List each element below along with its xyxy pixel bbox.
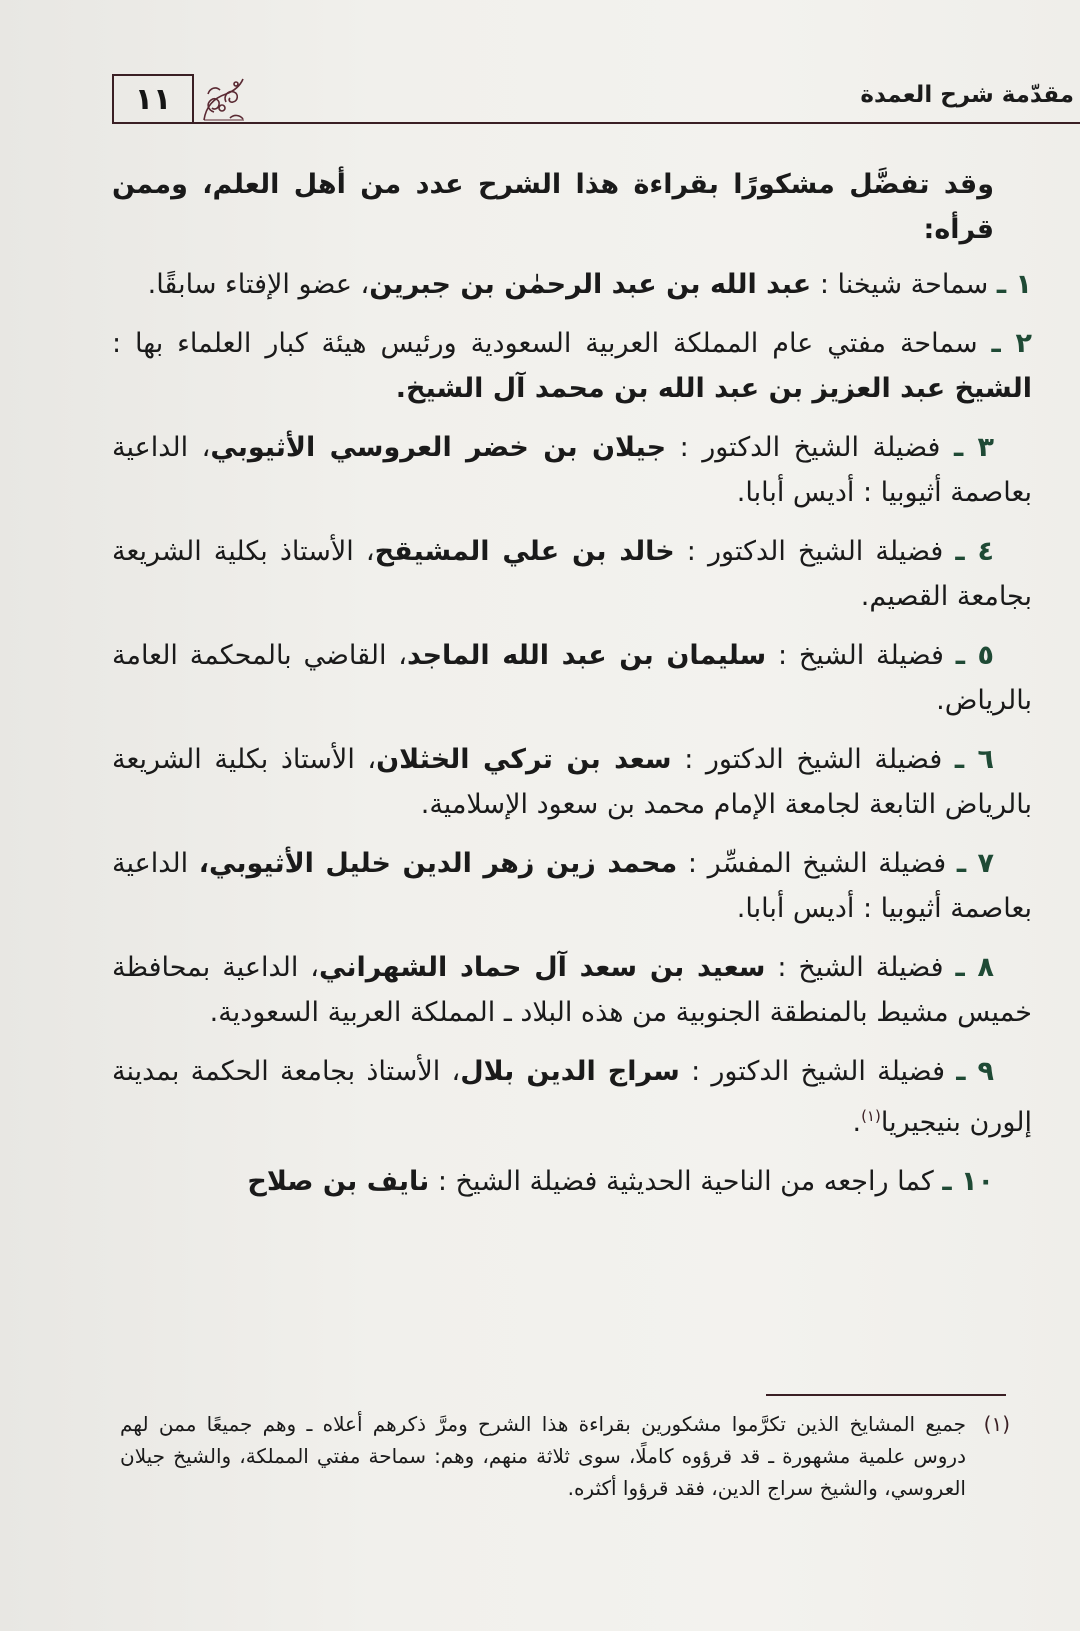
item-title: سماحة مفتي عام المملكة العربية السعودية ورئيس هيئة كبار العلماء بها : <box>112 328 978 359</box>
item-number: ٤ ـ <box>955 536 994 567</box>
item-number: ٣ ـ <box>953 432 994 463</box>
item-title: فضيلة الشيخ الدكتور : <box>686 536 944 567</box>
item-title: فضيلة الشيخ المفسِّر : <box>687 848 947 879</box>
item-number: ٢ ـ <box>991 328 1032 359</box>
footnote-marker: (١) <box>983 1412 1010 1436</box>
footnote-separator <box>766 1394 1006 1396</box>
page-header <box>112 74 1080 130</box>
item-name: محمد زين زهر الدين خليل الأثيوبي، <box>198 848 678 879</box>
page-number-box <box>112 74 194 124</box>
item-desc: ، الأستاذ بكلية الشريعة بالرياض التابعة لجامعة الإمام محمد بن سعود الإسلامية. <box>112 744 1032 820</box>
item-number: ١٠ ـ <box>942 1166 994 1197</box>
item-desc: ، الداعية بمحافظة خميس مشيط بالمنطقة الجنوبية من هذه البلاد ـ المملكة العربية السعودية. <box>112 952 1032 1028</box>
reader-item-4 <box>112 529 1032 619</box>
reader-item-8 <box>112 945 1032 1035</box>
item-number: ٦ ـ <box>954 744 994 775</box>
page-number: ١١ <box>134 81 172 117</box>
reader-item-9 <box>112 1049 1032 1145</box>
item-name: سعد بن تركي الخثلان <box>376 744 672 775</box>
reader-item-3 <box>112 425 1032 515</box>
item-name: جيلان بن خضر العروسي الأثيوبي <box>210 432 667 463</box>
header-rule <box>112 122 1080 124</box>
item-name: الشيخ عبد العزيز بن عبد الله بن محمد آل الشيخ. <box>395 373 1032 404</box>
arabesque-ornament-icon <box>200 76 246 122</box>
item-title: فضيلة الشيخ الدكتور : <box>691 1056 945 1087</box>
item-desc: الداعية بعاصمة أثيوبيا : أديس أبابا. <box>112 848 1032 924</box>
reader-item-5 <box>112 633 1032 723</box>
item-name: سعيد بن سعد آل حماد الشهراني <box>319 952 766 983</box>
item-end: . <box>852 1107 862 1138</box>
footnote-reference[interactable]: (١) <box>861 1107 881 1125</box>
item-title: فضيلة الشيخ : <box>777 952 944 983</box>
item-name: نايف بن صلاح <box>247 1166 430 1197</box>
reader-item-7 <box>112 841 1032 931</box>
item-desc: ، القاضي بالمحكمة العامة بالرياض. <box>112 640 1032 716</box>
item-number: ٧ ـ <box>956 848 994 879</box>
item-number: ٨ ـ <box>955 952 994 983</box>
item-title: كما راجعه من الناحية الحديثية فضيلة الشيخ : <box>437 1166 934 1197</box>
item-name: خالد بن علي المشيقح <box>374 536 675 567</box>
item-desc: ، الأستاذ بكلية الشريعة بجامعة القصيم. <box>112 536 1032 612</box>
reader-item-6 <box>112 737 1032 827</box>
reader-item-1 <box>112 262 1032 307</box>
item-number: ٩ ـ <box>956 1056 994 1087</box>
running-title: مقدّمة شرح العمدة <box>860 82 1074 108</box>
item-number: ٥ ـ <box>955 640 994 671</box>
main-text <box>112 162 1032 1218</box>
reader-item-2 <box>112 321 1032 411</box>
item-name: سليمان بن عبد الله الماجد <box>407 640 767 671</box>
item-title: سماحة شيخنا : <box>819 269 989 300</box>
reader-item-10 <box>112 1159 1032 1204</box>
item-number: ١ ـ <box>996 269 1032 300</box>
item-desc: ، الأستاذ بجامعة الحكمة بمدينة إلورن بنيجيريا <box>112 1056 1032 1138</box>
item-title: فضيلة الشيخ : <box>777 640 944 671</box>
item-desc: ، الداعية بعاصمة أثيوبيا : أديس أبابا. <box>112 432 1032 508</box>
footnote-text: جميع المشايخ الذين تكرَّموا مشكورين بقراءة هذا الشرح ومرَّ ذكرهم أعلاه ـ وهم جميعًا ممن لهم دروس علمية مشهورة ـ قد قرؤوه كاملًا، سوى ثلاثة منهم، وهم: سماحة مفتي المملكة، والشيخ جيلان العروسي، والشيخ سراج الدين، فقد قرؤوا أكثره. <box>120 1412 966 1500</box>
intro-paragraph: وقد تفضَّل مشكورًا بقراءة هذا الشرح عدد من أهل العلم، وممن قرأه: <box>112 169 994 245</box>
item-desc: ، عضو الإفتاء سابقًا. <box>147 269 370 300</box>
item-name: عبد الله بن عبد الرحمٰن بن جبرين <box>369 269 812 300</box>
footnote <box>120 1408 1010 1504</box>
item-title: فضيلة الشيخ الدكتور : <box>684 744 943 775</box>
item-name: سراج الدين بلال <box>460 1056 680 1087</box>
item-title: فضيلة الشيخ الدكتور : <box>679 432 941 463</box>
